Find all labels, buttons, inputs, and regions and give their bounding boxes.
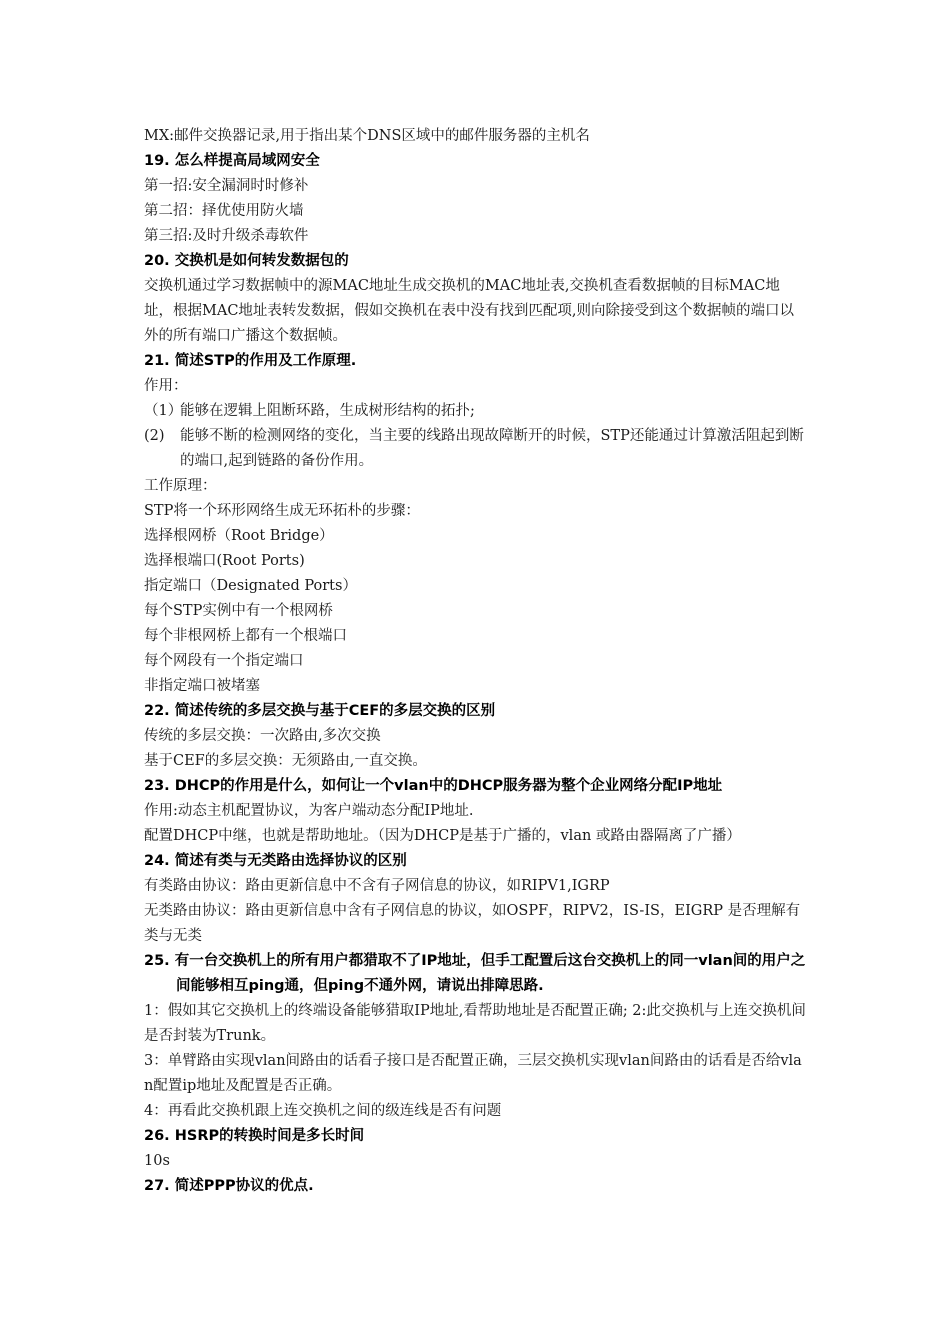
question-20-heading: 20. 交换机是如何转发数据包的 [144, 253, 349, 269]
answer-21-role-item-1 [144, 399, 808, 424]
answer-21-principle-line-1: STP将一个环形网络生成无环拓朴的步骤： [144, 503, 420, 519]
question-19-heading: 19. 怎么样提高局域网安全 [144, 153, 320, 169]
mx-record-line: MX:邮件交换器记录,用于指出某个DNS区域中的邮件服务器的主机名 [144, 128, 590, 144]
question-21-heading: 21. 简述STP的作用及工作原理. [144, 353, 357, 369]
answer-22-line-1: 传统的多层交换：一次路由,多次交换 [144, 728, 381, 744]
answer-21-principle-label: 工作原理： [144, 478, 217, 494]
list-text: 能够在逻辑上阻断环路，生成树形结构的拓扑; [180, 403, 475, 419]
answer-24-line-2: 无类路由协议：路由更新信息中含有子网信息的协议，如OSPF，RIPV2，IS-IS，EIGRP 是否理解有类与无类 [144, 903, 801, 944]
answer-26-line: 10s [144, 1153, 170, 1169]
answer-19-tip-3: 第三招:及时升级杀毒软件 [144, 228, 309, 244]
answer-20-paragraph: 交换机通过学习数据帧中的源MAC地址生成交换机的MAC地址表,交换机查看数据帧的目标MAC地址，根据MAC地址表转发数据，假如交换机在表中没有找到匹配项,则向除接受到这个数据帧的端口以外的所有端口广播这个数据帧。 [144, 278, 795, 344]
answer-21-principle-line-7: 每个网段有一个指定端口 [144, 653, 304, 669]
question-27-heading: 27. 简述PPP协议的优点. [144, 1178, 314, 1194]
question-26-heading: 26. HSRP的转换时间是多长时间 [144, 1128, 365, 1144]
answer-21-role-label: 作用： [144, 378, 188, 394]
answer-21-principle-line-5: 每个STP实例中有一个根网桥 [144, 603, 333, 619]
answer-25-line-3: 4：再看此交换机跟上连交换机之间的级连线是否有问题 [144, 1103, 502, 1119]
question-23-heading: 23. DHCP的作用是什么，如何让一个vlan中的DHCP服务器为整个企业网络分配IP地址 [144, 778, 723, 794]
answer-23-line-2: 配置DHCP中继，也就是帮助地址。（因为DHCP是基于广播的，vlan 或路由器隔离了广播） [144, 828, 741, 844]
list-number: （1） [144, 403, 183, 419]
answer-19-tip-2: 第二招：择优使用防火墙 [144, 203, 304, 219]
answer-21-principle-line-3: 选择根端口(Root Ports) [144, 553, 305, 569]
answer-21-principle-line-4: 指定端口（Designated Ports） [144, 578, 357, 594]
answer-21-principle-line-8: 非指定端口被堵塞 [144, 678, 260, 694]
question-22-heading: 22. 简述传统的多层交换与基于CEF的多层交换的区别 [144, 703, 496, 719]
answer-23-line-1: 作用:动态主机配置协议，为客户端动态分配IP地址. [144, 803, 474, 819]
answer-21-role-item-2 [144, 424, 808, 474]
answer-21-principle-line-6: 每个非根网桥上都有一个根端口 [144, 628, 347, 644]
question-24-heading: 24. 简述有类与无类路由选择协议的区别 [144, 853, 407, 869]
answer-22-line-2: 基于CEF的多层交换：无须路由,一直交换。 [144, 753, 427, 769]
answer-25-line-2: 3：单臂路由实现vlan间路由的话看子接口是否配置正确，三层交换机实现vlan间路由的话看是否给vlan配置ip地址及配置是否正确。 [144, 1053, 802, 1094]
answer-24-line-1: 有类路由协议：路由更新信息中不含有子网信息的协议，如RIPV1,IGRP [144, 878, 610, 894]
answer-21-principle-line-2: 选择根网桥（Root Bridge） [144, 528, 334, 544]
list-text: 能够不断的检测网络的变化，当主要的线路出现故障断开的时候，STP还能通过计算激活阻起到断的端口,起到链路的备份作用。 [180, 428, 804, 469]
answer-19-tip-1: 第一招:安全漏洞时时修补 [144, 178, 309, 194]
list-number: (2) [144, 428, 165, 444]
answer-25-line-1: 1：假如其它交换机上的终端设备能够猎取IP地址,看帮助地址是否配置正确; 2:此交换机与上连交换机间是否封装为Trunk。 [144, 1003, 806, 1044]
question-25-heading: 25. 有一台交换机上的所有用户都猎取不了IP地址，但手工配置后这台交换机上的同一vlan间的用户之间能够相互ping通，但ping不通外网，请说出排障思路. [144, 953, 806, 994]
document-page [144, 124, 808, 1199]
